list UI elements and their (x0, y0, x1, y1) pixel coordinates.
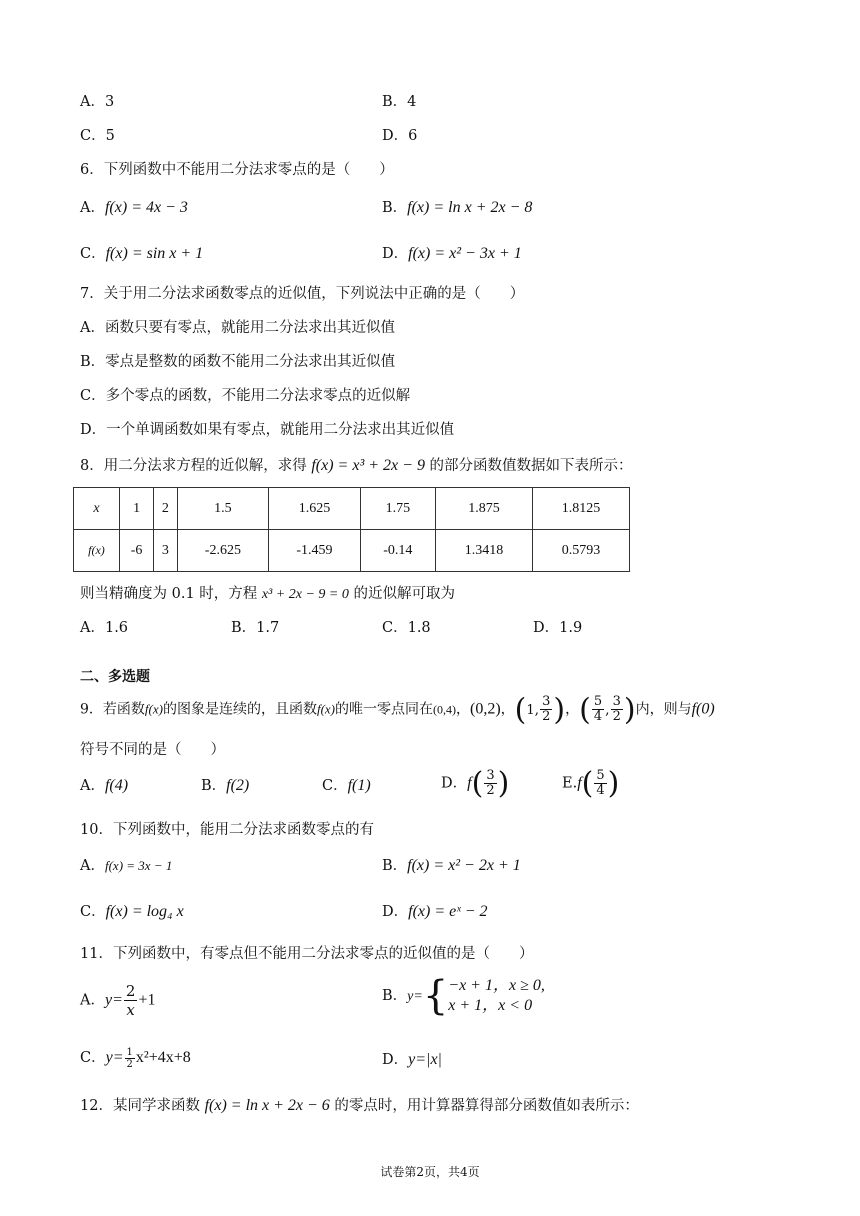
q8-stem-post: 的部分函数值数据如下表所示： (429, 458, 633, 474)
q8-option-a: A．1.6 (80, 620, 129, 636)
q6-option-b-label: B． (382, 200, 408, 216)
q9-option-d-f: f (467, 774, 472, 792)
table-cell: -2.625 (177, 530, 269, 572)
table-row (74, 488, 630, 530)
q8-option-b: B．1.7 (231, 620, 280, 636)
table-cell: 1.5 (177, 488, 269, 530)
q9-option-b (201, 774, 249, 795)
q10-option-b (382, 854, 521, 875)
q12-stem (80, 1094, 639, 1115)
q11-option-c-post: x²+4x+8 (135, 1049, 191, 1066)
q11-option-b-piece-2: x + 1，x < 0 (448, 997, 533, 1014)
q6-option-b-expr: f(x) = ln x + 2x − 8 (407, 199, 533, 216)
q9-fx-2: f(x) (316, 701, 336, 717)
fraction-numerator: 5 (596, 768, 605, 783)
table-cell: 0.5793 (532, 530, 629, 572)
q5-option-d: D．6 (382, 128, 418, 144)
fraction-denominator: 2 (126, 1058, 133, 1070)
q9-option-d-label: D． (441, 775, 468, 792)
q8-stem-pre: 8．用二分法求方程的近似解，求得 (80, 458, 307, 474)
section-heading: 二、多选题 (80, 669, 150, 685)
q11-option-b-pre: y= (407, 989, 423, 1004)
q6-option-a-label: A． (80, 200, 105, 216)
table-cell: 3 (154, 530, 177, 572)
q11-option-a-label: A． (80, 992, 105, 1009)
q11-option-a-post: +1 (138, 991, 156, 1009)
table-cell: 1.625 (269, 488, 361, 530)
table-cell: x (74, 488, 120, 530)
q11-option-c-pre: y= (105, 1049, 124, 1066)
fraction-numerator: 5 (593, 694, 603, 709)
q9-option-b-label: B． (201, 778, 227, 794)
q9-option-c-label: C． (322, 778, 348, 794)
q10-option-a-label: A． (80, 858, 105, 874)
fraction-denominator: x (126, 1001, 135, 1019)
q10-option-a (80, 854, 172, 875)
q11-option-a (80, 982, 155, 1019)
page-footer: 试卷第2页，共4页 (380, 1165, 480, 1179)
q9-option-e-label: E. (562, 775, 578, 792)
q10-option-b-label: B． (382, 858, 408, 874)
q7-stem: 7．关于用二分法求函数零点的近似值，下列说法中正确的是（ ） (80, 286, 525, 302)
q9-interval-1: (0,4) (433, 702, 457, 717)
q12-stem-pre: 12．某同学求函数 (80, 1098, 200, 1114)
table-cell: -1.459 (269, 530, 361, 572)
q9-option-a-expr: f(4) (104, 777, 129, 794)
q9-option-e-f: f (577, 774, 582, 792)
q9-interval-3: (1, $\frac{3}{2}$ ) (514, 692, 566, 727)
table-cell: 2 (154, 488, 177, 530)
q8-follow-expr: x³ + 2x − 9 = 0 (261, 587, 349, 602)
q6-option-d-expr: f(x) = x² − 3x + 1 (408, 245, 522, 262)
fraction-denominator: 2 (486, 783, 495, 798)
q10-option-c-expr: f(x) = log₄ x (105, 903, 184, 920)
q11-option-d (382, 1048, 442, 1069)
q12-stem-expr: f(x) = ln x + 2x − 6 (204, 1097, 330, 1114)
q10-option-b-expr: f(x) = x² − 2x + 1 (407, 857, 521, 874)
q9-interval-4: ( $\frac{5}{4}$ , $\frac{3}{2}$ ) (579, 692, 636, 727)
q6-option-c-expr: f(x) = sin x + 1 (105, 245, 204, 262)
q6-option-c-label: C． (80, 246, 106, 262)
q9-stem (80, 692, 715, 727)
fraction-numerator: 2 (125, 982, 136, 1000)
q9-sep: ， (456, 701, 471, 718)
q6-option-b (382, 196, 532, 217)
q7-option-a: A．函数只要有零点，就能用二分法求出其近似值 (80, 320, 395, 336)
q8-option-c: C．1.8 (382, 620, 431, 636)
q5-option-a: A．3 (80, 94, 115, 110)
q10-option-d-label: D． (382, 904, 409, 920)
q11-option-b-label: B． (382, 988, 408, 1004)
table-cell: -0.14 (360, 530, 435, 572)
q11-option-d-expr: y=|x| (408, 1051, 442, 1068)
table-cell: 1.8125 (532, 488, 629, 530)
q8-follow-post: 的近似解可取为 (353, 586, 455, 602)
q10-option-d-expr: f(x) = eˣ − 2 (408, 903, 488, 920)
q9-stem-4: 内，则与 (635, 701, 692, 718)
q9-interval-2: (0,2) (470, 700, 501, 718)
q8-value-table (73, 487, 630, 572)
q11-option-a-pre: y= (104, 991, 123, 1009)
q8-stem (80, 454, 633, 475)
q8-follow (80, 582, 455, 603)
q9-line2: 符号不同的是（ ） (80, 742, 225, 758)
fraction-numerator: 1 (126, 1046, 133, 1058)
fraction-denominator: 4 (593, 709, 603, 724)
table-cell: 1.875 (435, 488, 532, 530)
fraction-numerator: 3 (542, 694, 551, 709)
q9-stem-1: 9．若函数 (80, 701, 145, 718)
q11-option-c (80, 1046, 191, 1070)
q9-option-c-expr: f(1) (347, 777, 371, 794)
q7-option-d: D．一个单调函数如果有零点，就能用二分法求出其近似值 (80, 422, 455, 438)
q5-option-c: C．5 (80, 128, 115, 144)
q11-option-b-piece-1: −x + 1，x ≥ 0, (448, 977, 545, 994)
q11-stem: 11．下列函数中，有零点但不能用二分法求零点的近似值的是（ ） (80, 946, 534, 962)
q5-option-b: B．4 (382, 94, 417, 110)
table-cell: -6 (119, 530, 153, 572)
table-cell: 1.75 (360, 488, 435, 530)
fraction-denominator: 4 (596, 783, 605, 798)
q10-option-c (80, 900, 184, 921)
q9-option-e: E.f( $\frac{5}{4}$ ) (562, 766, 620, 801)
table-cell: 1.3418 (435, 530, 532, 572)
q6-option-c (80, 242, 203, 263)
q9-sep: ， (565, 701, 580, 718)
q8-stem-expr: f(x) = x³ + 2x − 9 (311, 457, 425, 474)
table-cell: 1 (119, 488, 153, 530)
q12-stem-post: 的零点时，用计算器算得部分函数值如表所示： (334, 1098, 639, 1114)
q6-option-d (382, 242, 522, 263)
table-row (74, 530, 630, 572)
q9-sep: ， (500, 701, 515, 718)
q6-option-a-expr: f(x) = 4x − 3 (104, 199, 188, 216)
q9-option-c (322, 774, 371, 795)
q6-stem: 6．下列函数中不能用二分法求零点的是（ ） (80, 162, 394, 178)
fraction-denominator: 2 (542, 709, 551, 724)
table-cell: f(x) (74, 530, 120, 572)
q10-option-a-expr: f(x) = 3x − 1 (104, 858, 173, 873)
q8-follow-pre: 则当精确度为 0.1 时，方程 (80, 586, 258, 602)
q9-f0: f(0) (691, 700, 715, 718)
q9-option-a-label: A． (80, 778, 105, 794)
q7-option-b: B．零点是整数的函数不能用二分法求出其近似值 (80, 354, 396, 370)
q9-option-a (80, 774, 128, 795)
q9-option-d: D．f( $\frac{3}{2}$ ) (441, 766, 510, 801)
q7-option-c: C．多个零点的函数，不能用二分法求零点的近似解 (80, 388, 411, 404)
q9-stem-3: 的唯一零点同在 (335, 701, 434, 718)
q9-stem-2: 的图象是连续的，且函数 (162, 701, 317, 718)
q9-fx: f(x) (144, 701, 163, 717)
q6-option-a (80, 196, 188, 217)
q6-option-d-label: D． (382, 246, 409, 262)
q10-option-c-label: C． (80, 904, 106, 920)
fraction-numerator: 3 (612, 694, 621, 709)
q9-one: 1 (526, 702, 535, 718)
fraction-denominator: 2 (612, 709, 621, 724)
q10-option-d (382, 900, 488, 921)
fraction-numerator: 3 (486, 768, 495, 783)
q10-stem: 10．下列函数中，能用二分法求函数零点的有 (80, 822, 374, 838)
q11-option-c-label: C． (80, 1050, 106, 1066)
q8-option-d: D．1.9 (533, 620, 583, 636)
q11-option-b: B．y={ −x + 1，x ≥ 0, x + 1，x < 0 (382, 973, 545, 1019)
q9-option-b-expr: f(2) (226, 777, 250, 794)
q11-option-d-label: D． (382, 1052, 409, 1068)
